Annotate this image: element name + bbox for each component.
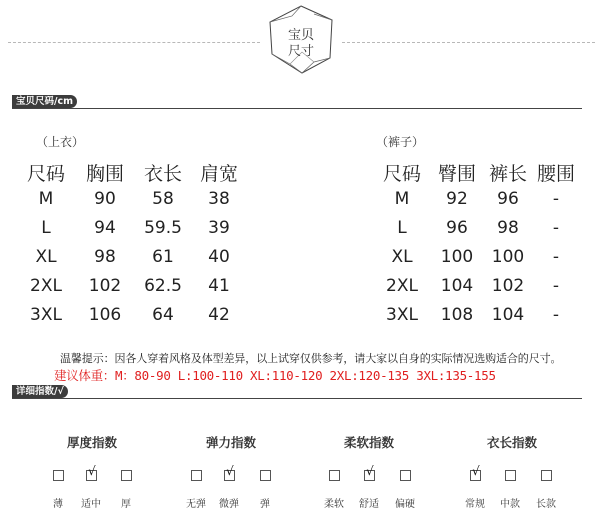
pants-row-2xl-size: 2XL — [386, 276, 418, 296]
tops-row-l-length: 59.5 — [144, 218, 182, 238]
softness-option-soft-checkbox[interactable] — [329, 470, 340, 481]
softness-index-title: 柔软指数 — [343, 435, 394, 450]
tops-row-xl-shoulder: 40 — [208, 247, 230, 267]
detail-section-label: 详细指数/√ — [12, 385, 68, 398]
tops-row-2xl-shoulder: 41 — [208, 276, 230, 296]
elasticity-option-elastic-label: 弹 — [260, 499, 270, 510]
length-option-long-label: 长款 — [536, 499, 556, 510]
thickness-index-title: 厚度指数 — [66, 435, 117, 450]
softness-option-soft-label: 柔软 — [324, 499, 344, 510]
tops-row-xl-size: XL — [35, 247, 57, 267]
tops-row-2xl-size: 2XL — [30, 276, 62, 296]
tops-category: （上衣） — [35, 135, 84, 149]
header-left-rule — [8, 42, 260, 43]
length-option-regular-label: 常规 — [465, 499, 485, 510]
length-option-mid-checkbox[interactable] — [505, 470, 516, 481]
tops-row-m-length: 58 — [152, 189, 174, 209]
tops-col-chest: 胸围 — [85, 163, 124, 185]
tops-row-3xl-length: 64 — [152, 305, 174, 325]
pants-row-m-size: M — [394, 189, 410, 209]
header-right-rule — [342, 42, 595, 43]
pants-row-xl-waist: - — [552, 247, 560, 267]
length-check-mark: √ — [472, 464, 480, 478]
pants-row-l-waist: - — [552, 218, 560, 238]
softness-check-mark: √ — [366, 464, 374, 478]
tops-row-3xl-chest: 106 — [88, 305, 122, 325]
elasticity-option-none-label: 无弹 — [186, 499, 206, 510]
pants-col-waist: 腰围 — [536, 163, 575, 185]
pants-col-length: 裤长 — [488, 163, 527, 185]
pants-row-m-length: 96 — [497, 189, 519, 209]
softness-option-stiff-checkbox[interactable] — [400, 470, 411, 481]
elasticity-check-mark: √ — [226, 464, 234, 478]
size-section-rule — [12, 108, 582, 109]
pants-row-l-hip: 96 — [446, 218, 468, 238]
pants-row-2xl-hip: 104 — [440, 276, 474, 296]
thickness-option-thin-label: 薄 — [53, 499, 63, 510]
tops-col-length: 衣长 — [143, 163, 182, 185]
pants-row-m-hip: 92 — [446, 189, 468, 209]
thickness-option-thin-checkbox[interactable] — [53, 470, 64, 481]
tops-row-m-shoulder: 38 — [208, 189, 230, 209]
thickness-check-mark: √ — [88, 464, 96, 478]
elasticity-option-elastic-checkbox[interactable] — [260, 470, 271, 481]
softness-option-comfortable-label: 舒适 — [359, 499, 379, 510]
pants-row-l-size: L — [397, 218, 407, 238]
elasticity-option-slight-label: 微弹 — [219, 499, 239, 510]
pants-col-size: 尺码 — [382, 163, 421, 185]
thickness-option-medium-label: 适中 — [81, 499, 101, 510]
pants-category: （裤子） — [375, 135, 424, 149]
pants-row-3xl-size: 3XL — [386, 305, 418, 325]
tops-row-l-size: L — [41, 218, 51, 238]
length-index-title: 衣长指数 — [486, 435, 537, 450]
softness-option-stiff-label: 偏硬 — [395, 499, 415, 510]
tops-row-3xl-size: 3XL — [30, 305, 62, 325]
pants-col-hip: 臀围 — [437, 163, 476, 185]
tops-row-2xl-length: 62.5 — [144, 276, 182, 296]
pants-row-l-length: 98 — [497, 218, 519, 238]
pants-row-3xl-waist: - — [552, 305, 560, 325]
tops-row-2xl-chest: 102 — [88, 276, 122, 296]
tops-row-3xl-shoulder: 42 — [208, 305, 230, 325]
tops-row-m-chest: 90 — [94, 189, 116, 209]
pants-row-xl-hip: 100 — [440, 247, 474, 267]
pants-row-xl-length: 100 — [491, 247, 525, 267]
tops-row-m-size: M — [38, 189, 54, 209]
elasticity-option-none-checkbox[interactable] — [191, 470, 202, 481]
pants-row-2xl-waist: - — [552, 276, 560, 296]
tops-row-l-chest: 94 — [94, 218, 116, 238]
logo-line1: 宝贝 — [287, 28, 314, 43]
tops-row-xl-length: 61 — [152, 247, 174, 267]
thickness-option-thick-label: 厚 — [121, 499, 131, 510]
pants-row-2xl-length: 102 — [491, 276, 525, 296]
weight-advice-text: 建议体重：M：80-90 L:100-110 XL:110-120 2XL:120-135 3XL:135-155 — [54, 368, 496, 383]
elasticity-index-title: 弹力指数 — [205, 435, 256, 450]
size-section-label: 宝贝尺码/cm — [12, 95, 77, 108]
thickness-option-thick-checkbox[interactable] — [121, 470, 132, 481]
tops-col-size: 尺码 — [26, 163, 65, 185]
length-option-long-checkbox[interactable] — [541, 470, 552, 481]
tops-row-l-shoulder: 39 — [208, 218, 230, 238]
fit-tip-text: 温馨提示：因各人穿着风格及体型差异，以上试穿仅供参考，请大家以自身的实际情况选购适合的尺寸。 — [60, 352, 562, 365]
detail-section-rule — [12, 398, 582, 399]
pants-row-xl-size: XL — [391, 247, 413, 267]
pants-row-m-waist: - — [552, 189, 560, 209]
logo-line2: 尺寸 — [287, 44, 314, 59]
pants-row-3xl-length: 104 — [491, 305, 525, 325]
tops-col-shoulder: 肩宽 — [199, 163, 238, 185]
tops-row-xl-chest: 98 — [94, 247, 116, 267]
pants-row-3xl-hip: 108 — [440, 305, 474, 325]
length-option-mid-label: 中款 — [500, 499, 520, 510]
